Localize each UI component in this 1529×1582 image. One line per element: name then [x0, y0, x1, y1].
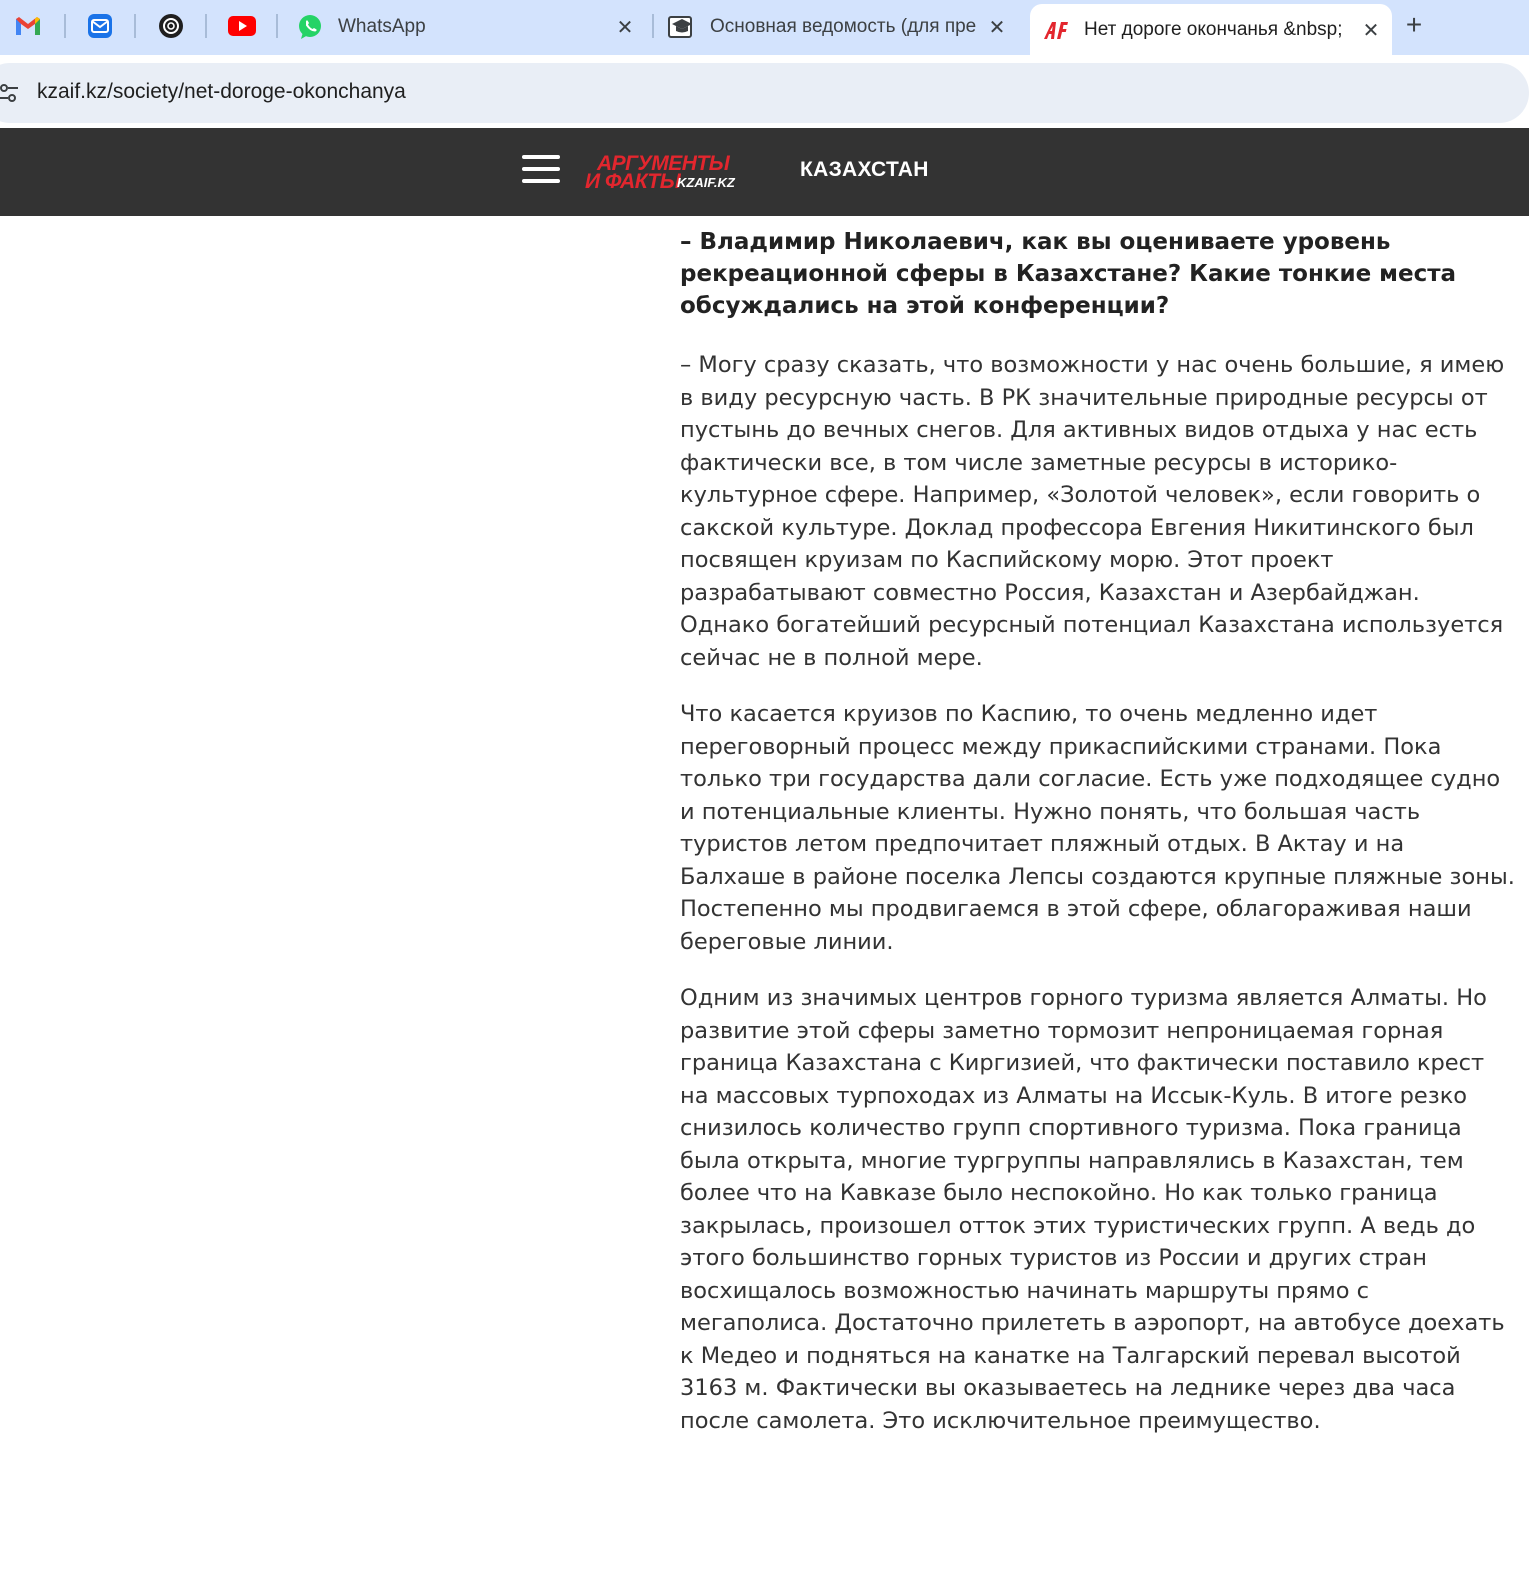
tab-separator [276, 14, 278, 38]
article-paragraph: – Могу сразу сказать, что возможности у нас очень большие, я имею в виду ресурсную часть. В РК значительные природные ресурсы от пустынь до вечных снегов. Для активных видов отдыха у нас есть фактически все, в том числе заметные ресурсы в историко-культурное сфере. Например, «Золотой человек», если говорить о сакской культуре. Доклад профессора Евгения Никитинского был посвящен круизам по Каспийскому морю. Этот проект разрабатывают совместно Россия, Казахстан и Азербайджан. Однако богатейший ресурсный потенциал Казахстана используется сейчас не в полной мере. [680, 352, 1505, 671]
region-link[interactable]: КАЗАХСТАН [800, 158, 929, 181]
tab-title: WhatsApp [338, 16, 426, 37]
tab-title: Основная ведомость (для пре [710, 16, 977, 37]
svg-text:АРГУМЕНТЫ: АРГУМЕНТЫ [597, 152, 730, 175]
openai-icon [158, 13, 184, 39]
gmail-icon [15, 16, 41, 36]
url-text[interactable]: kzaif.kz/society/net-doroge-okonchanya [37, 80, 406, 103]
browser-tab-strip [0, 0, 1529, 55]
tab-separator [205, 14, 207, 38]
article-paragraph: Что касается круизов по Каспию, то очень медленно идет переговорный процесс между прикаспийскими странами. Пока только три государства дали согласие. Есть уже подходящее судно и потенциальные клиенты. Нужно понять, что большая часть туристов летом предпочитает пляжный отдых. В Актау и на Балхаше в районе поселка Лепсы создаются крупные пляжные зоны. Постепенно мы продвигаемся в этой сфере, облагораживая наши береговые линии. [680, 701, 1515, 955]
tab-separator [64, 14, 66, 38]
new-tab-button[interactable]: + [1405, 9, 1423, 40]
svg-text:И ФАКТЫ: И ФАКТЫ [585, 170, 681, 193]
article-paragraph: Одним из значимых центров горного туризма является Алматы. Но развитие этой сферы заметно тормозит непроницаемая горная граница Казахстана с Киргизией, что фактически поставило крест на массовых турпоходах из Алматы на Иссык-Куль. В итоге резко снизилось количество групп спортивного туризма. Пока граница была открыта, многие тургруппы направлялись в Казахстан, тем более что на Кавказе было неспокойно. Но как только граница закрылась, произошел отток этих туристических групп. А ведь до этого большинство горных туристов из России и других стран восхищалось возможностью начинать маршруты прямо с мегаполиса. Достаточно прилететь в аэропорт, на автобусе доехать к Медео и подняться на канатке на Талгарский перевал высотой 3163 м. Фактически вы оказываетесь на леднике через два часа после самолета. Это исключительное преимущество. [680, 985, 1505, 1434]
whatsapp-icon [296, 13, 324, 41]
tab-separator [652, 14, 654, 38]
tab-document[interactable] [656, 6, 1018, 48]
close-icon[interactable]: ✕ [988, 16, 1006, 39]
site-logo[interactable] [583, 148, 753, 198]
pinned-tab-youtube[interactable] [220, 6, 264, 46]
svg-text:KZAIF.KZ: KZAIF.KZ [677, 175, 735, 190]
mail-icon [87, 13, 113, 39]
tab-separator [134, 14, 136, 38]
graduation-cap-icon [668, 13, 696, 41]
interview-question: – Владимир Николаевич, как вы оцениваете уровень рекреационной сферы в Казахстане? Какие тонкие места обсуждались на этой конференции? [680, 229, 1457, 319]
aif-logo-icon [1042, 16, 1070, 44]
tab-active-article[interactable] [1030, 4, 1392, 56]
aif-logo-icon [583, 148, 753, 198]
pinned-tab-gmail[interactable] [6, 6, 50, 46]
browser-toolbar [0, 55, 1529, 128]
menu-icon[interactable] [522, 155, 560, 187]
pinned-tab-openai[interactable] [149, 6, 193, 46]
tab-title: Нет дороге окончанья &nbsp; [1084, 19, 1343, 40]
close-icon[interactable]: ✕ [616, 16, 634, 39]
article-body [680, 226, 1515, 1461]
pinned-tab-mail[interactable] [78, 6, 122, 46]
site-settings-icon[interactable] [0, 82, 22, 104]
close-icon[interactable]: ✕ [1362, 19, 1380, 42]
tab-whatsapp[interactable] [284, 6, 646, 48]
site-header [0, 128, 1529, 216]
youtube-icon [228, 16, 256, 36]
